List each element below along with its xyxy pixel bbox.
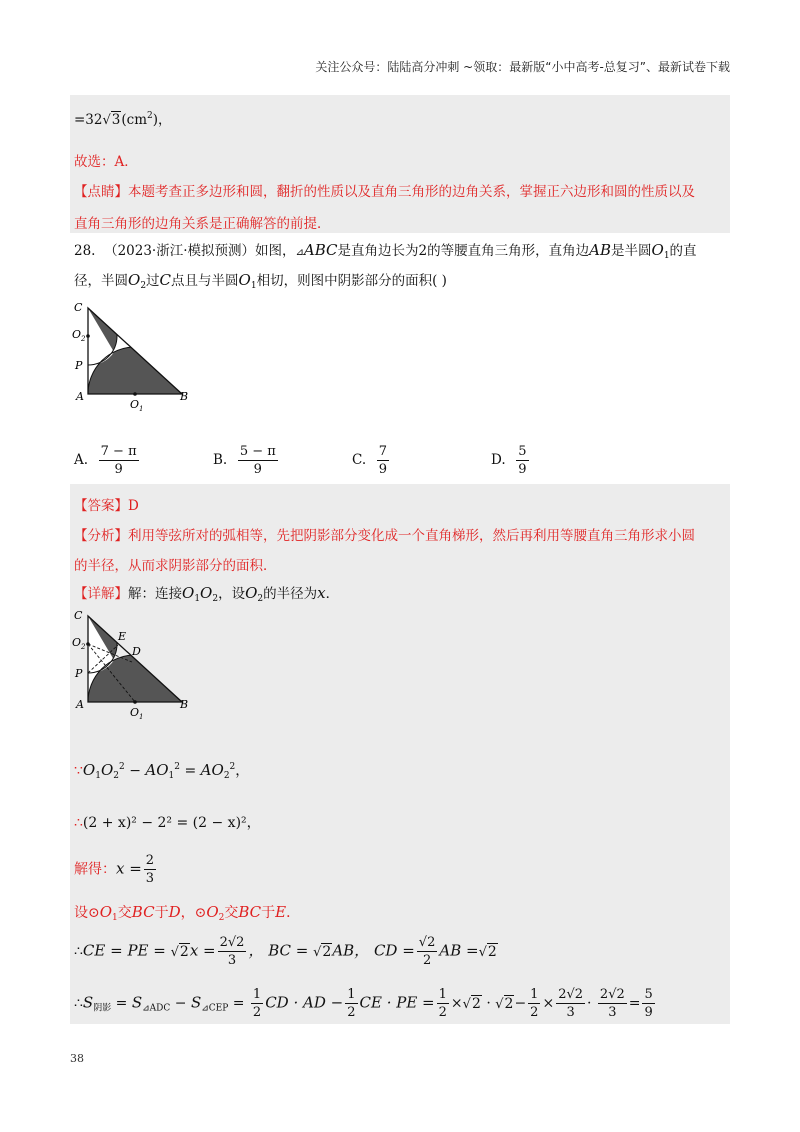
choice-b[interactable]: B. $\frac{5 - \pi}{9}$ — [213, 444, 276, 477]
ce-line: ∴CE = PE = √2x = $\frac{2√2}{3}$ ， BC = √2AB， CD = $\frac{√2}{2}$ AB =√2 — [74, 935, 497, 968]
because-line: $\because O_1O_2^2 - AO_1^2 = AO_2^2$， — [74, 761, 250, 781]
svg-text:A: A — [76, 698, 84, 711]
answer-line: 【答案】D — [74, 498, 139, 514]
svg-text:E: E — [118, 630, 127, 643]
figure-1 — [70, 298, 200, 413]
svg-text:B: B — [180, 698, 189, 711]
choose-line: 故选：A． — [74, 154, 138, 170]
label-p: P — [75, 359, 83, 372]
label-a: A — [76, 390, 84, 403]
choice-a[interactable]: A. $\frac{7 - \pi}{9}$ — [74, 444, 137, 477]
figure-2 — [70, 606, 200, 721]
svg-text:O2: $O_2$ — [72, 636, 86, 651]
detail-line: 【详解】解：连接$O_1O_2$，设$O_2$的半径为x． — [74, 584, 340, 604]
comment-line-1: 【点睛】本题考查正多边形和圆，翻折的性质以及直角三角形的边角关系，掌握正六边形和圆的性质以及 — [74, 184, 695, 200]
choice-d[interactable]: D. $\frac{5}{9}$ — [491, 444, 527, 477]
question-line-2: 径，半圆$O_2$过C点且与半圆$O_1$相切，则图中阴影部分的面积( ) — [74, 271, 447, 291]
analysis-line-1: 【分析】利用等弦所对的弧相等，先把阴影部分变化成一个直角梯形，然后再利用等腰直角三角形求小圆 — [74, 528, 695, 544]
result-line: $=32√3(cm^2)$， — [74, 111, 172, 128]
page-header: 关注公众号：陆陆高分冲刺 ~领取：最新版“小中高考-总复习”、最新试卷下载 — [315, 60, 730, 74]
set-line: 设$⊙O_1$交BC于D，$⊙O_2$交BC于E． — [74, 903, 301, 923]
label-c: C — [74, 301, 83, 314]
analysis-line-2: 的半径，从而求阴影部分的面积． — [74, 558, 277, 574]
choice-c[interactable]: C. $\frac{7}{9}$ — [352, 444, 388, 477]
question-line-1: 28. （2023·浙江·模拟预测）如图，⊿ABC是直角边长为2的等腰直角三角形，直角边AB是半圆$O_1$的直 — [74, 241, 697, 261]
therefore-line: ∴(2 + x)² − 2² = (2 − x)²， — [74, 815, 261, 831]
svg-text:C: C — [74, 609, 83, 622]
comment-line-2: 直角三角形的边角关系是正确解答的前提． — [74, 216, 331, 232]
svg-text:O1: $O_1$ — [130, 706, 144, 721]
svg-text:D: D — [132, 645, 141, 658]
label-o2: $O_2$ — [72, 328, 86, 343]
solve-line: 解得：x = $\frac{2}{3}$ — [74, 853, 155, 886]
label-b: B — [180, 390, 189, 403]
area-line: $\therefore S_{阴影} = S_{⊿ADC} - S_{⊿CEP}$ = $\frac{1}{2}$ CD · AD − $\frac{1}{2}$ CE · PE = $\frac{1}{2}$ ×√2 · √2− $\frac{1}{2}$ × $\frac{2√2}{3}$ · $\frac{2√2}{3}$ = $\frac{5}{9}$ — [74, 987, 653, 1020]
label-o1: $O_1$ — [130, 398, 144, 413]
page-number: 38 — [70, 1052, 84, 1065]
svg-text:P: P — [75, 667, 83, 680]
